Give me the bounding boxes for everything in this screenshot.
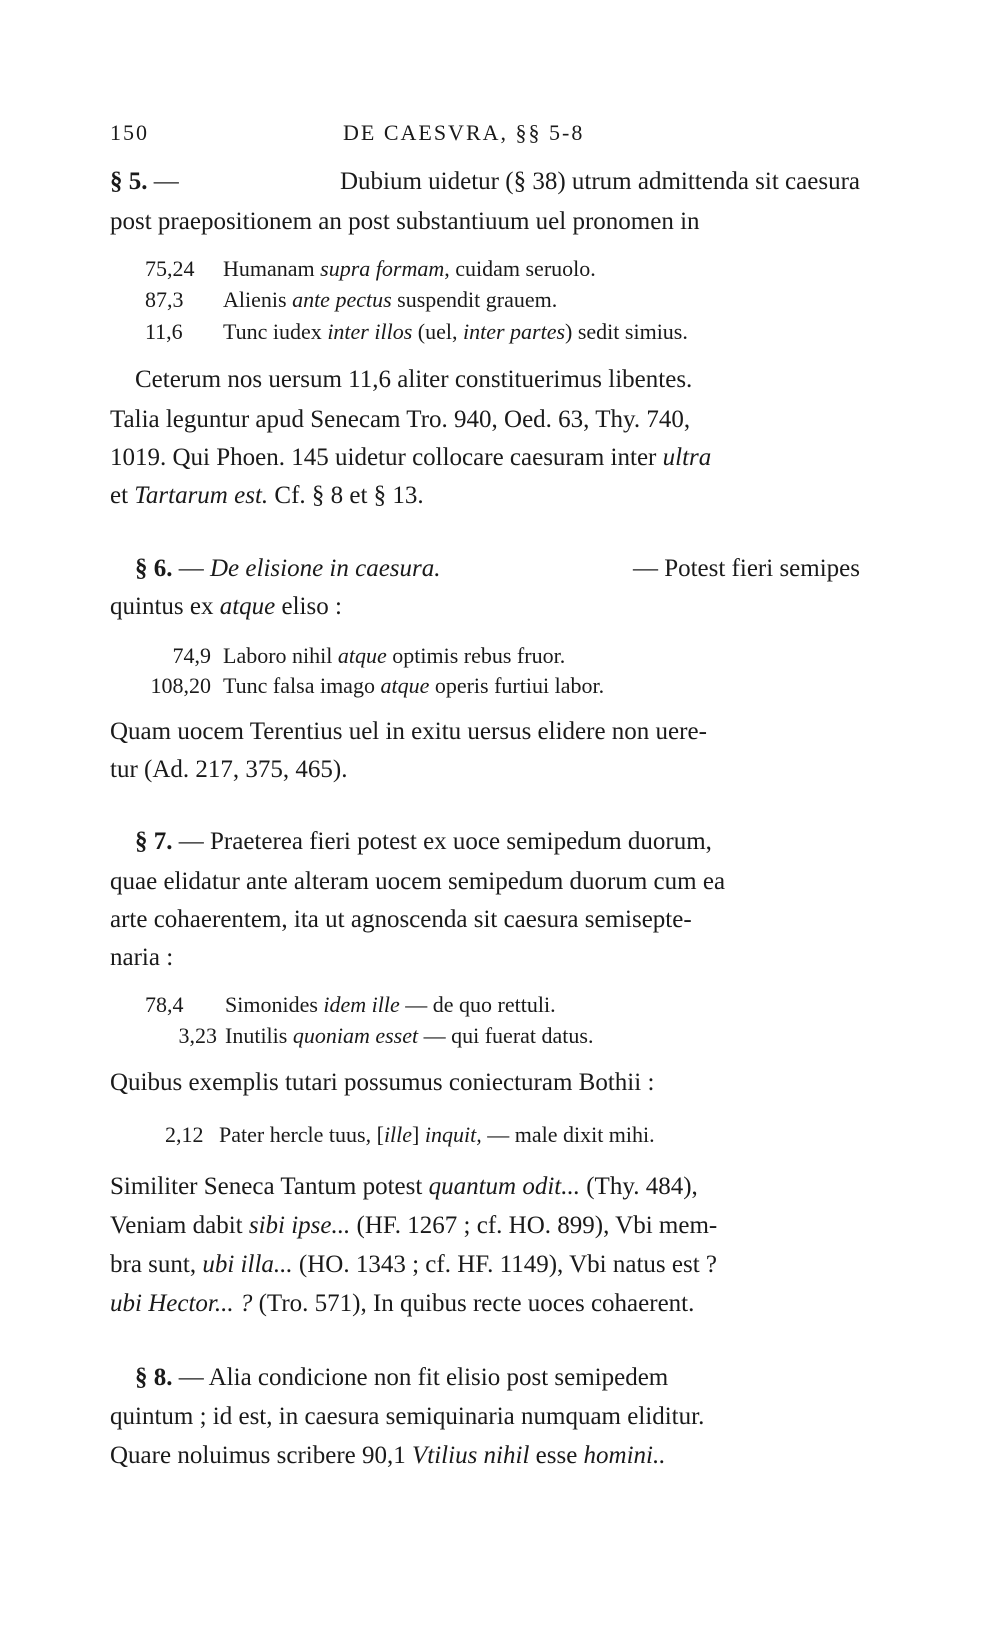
- s7-section-mark: § 7.: [135, 828, 173, 855]
- page-number: 150: [110, 120, 149, 145]
- s5-line-1: [110, 167, 860, 197]
- s7-example-1: 78,4 Simonides idem ille — de quo rettuli.: [145, 992, 556, 1017]
- s6-line-2: quintus ex atque eliso :: [110, 593, 342, 620]
- s7-line-4: naria :: [110, 944, 174, 971]
- s5-line-1-text: Dubium uidetur (§ 38) utrum admittenda sit caesura: [339, 168, 860, 195]
- s5-para-line-3: 1019. Qui Phoen. 145 uidetur collocare caesuram inter ultra: [110, 444, 712, 471]
- s5-section-mark: § 5.: [110, 168, 148, 195]
- s6-title: De elisione in caesura.: [210, 555, 441, 582]
- s6-section-mark: § 6.: [135, 555, 173, 582]
- s6-para-line-1: Quam uocem Terentius uel in exitu uersus elidere non uere-: [110, 718, 707, 745]
- s7-example-2: 3,23 Inutilis quoniam esset — qui fuerat datus.: [178, 1023, 594, 1048]
- s5-dash: —: [153, 168, 179, 195]
- s6-example-2: 108,20 Tunc falsa imago atque operis furtiui labor.: [150, 673, 605, 698]
- s7-bothius-line: Quibus exemplis tutari possumus coniecturam Bothii :: [110, 1069, 655, 1096]
- s7-line-1: § 7. — Praeterea fieri potest ex uoce semipedum duorum,: [135, 828, 712, 855]
- s5-example-1: 75,24 Humanam supra formam, cuidam seruolo.: [145, 256, 596, 281]
- s5-example-2: 87,3 Alienis ante pectus suspendit grauem.: [145, 287, 558, 312]
- s5-para-line-2: Talia leguntur apud Senecam Tro. 940, Oed. 63, Thy. 740,: [110, 406, 691, 433]
- s7-line-2: quae elidatur ante alteram uocem semipedum duorum cum ea: [110, 868, 726, 895]
- s7-example-bothius: 2,12 Pater hercle tuus, [ille] inquit, — male dixit mihi.: [165, 1122, 655, 1147]
- s6-para-line-2: tur (Ad. 217, 375, 465).: [110, 756, 348, 783]
- s6-line-1: § 6. — De elisione in caesura. — Potest fieri semipes: [135, 555, 860, 582]
- s7-seneca-line-4: ubi Hector... ? (Tro. 571), In quibus recte uoces cohaerent.: [110, 1290, 695, 1317]
- s5-line-2: post praepositionem an post substantiuum uel pronomen in: [110, 208, 700, 235]
- s8-line-2: quintum ; id est, in caesura semiquinaria numquam eliditur.: [110, 1403, 705, 1430]
- s7-line-3: arte cohaerentem, ita ut agnoscenda sit caesura semisepte-: [110, 906, 692, 933]
- s8-section-mark: § 8.: [135, 1364, 173, 1391]
- s7-seneca-line-2: Veniam dabit sibi ipse... (HF. 1267 ; cf. HO. 899), Vbi mem-: [110, 1212, 718, 1239]
- s7-seneca-line-1: Similiter Seneca Tantum potest quantum odit... (Thy. 484),: [110, 1173, 698, 1200]
- s7-seneca-line-3: bra sunt, ubi illa... (HO. 1343 ; cf. HF. 1149), Vbi natus est ?: [110, 1251, 717, 1278]
- running-title: DE CAESVRA, §§ 5-8: [343, 120, 585, 145]
- s8-line-3: Quare noluimus scribere 90,1 Vtilius nihil esse homini..: [110, 1442, 666, 1469]
- s5-example-3: 11,6 Tunc iudex inter illos (uel, inter partes) sedit simius.: [145, 319, 688, 344]
- s6-example-1: 74,9 Laboro nihil atque optimis rebus fruor.: [172, 643, 566, 668]
- s8-line-1: § 8. — Alia condicione non fit elisio post semipedem: [135, 1364, 669, 1391]
- s5-para-line-1: Ceterum nos uersum 11,6 aliter constituerimus libentes.: [135, 366, 693, 393]
- s5-para-line-4: et Tartarum est. Cf. § 8 et § 13.: [110, 482, 424, 509]
